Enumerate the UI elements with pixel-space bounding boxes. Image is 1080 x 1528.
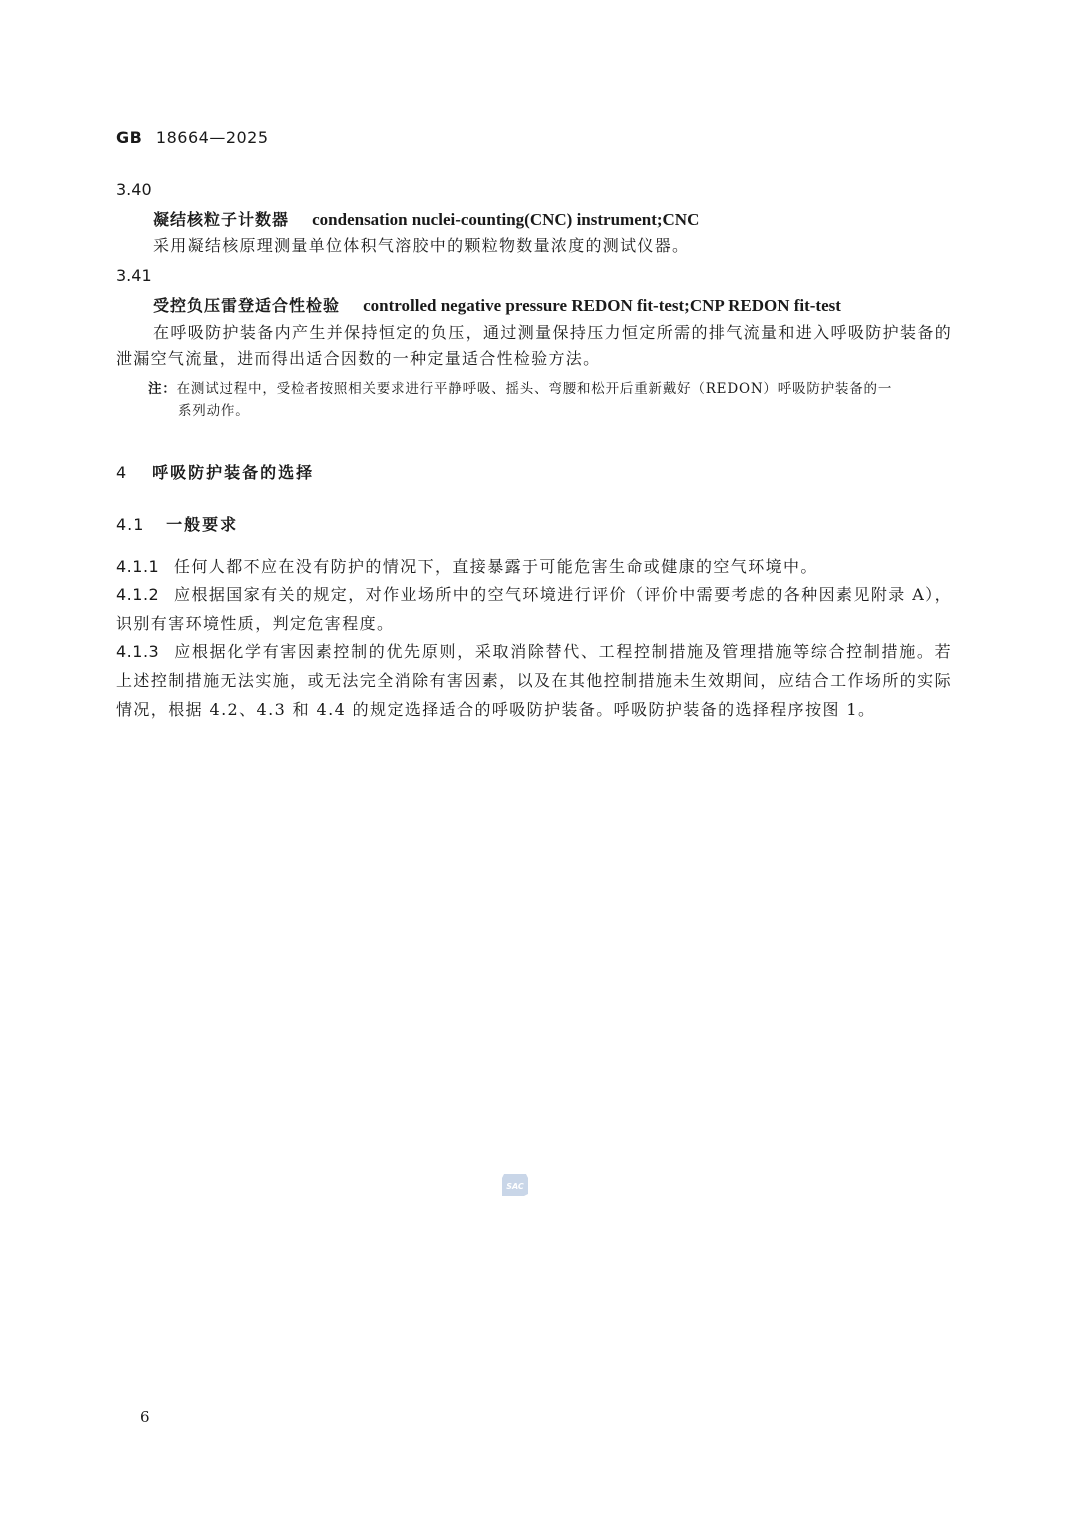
section-number-4: 4 (116, 463, 128, 482)
section-heading-4 (116, 460, 314, 483)
standard-number: 18664—2025 (155, 128, 269, 147)
section-number-4-1: 4.1 (116, 515, 145, 534)
clause-number-3-41: 3.41 (116, 266, 152, 285)
note-3-41 (148, 378, 952, 422)
note-text-continuation: 系列动作。 (178, 403, 250, 419)
sac-watermark-logo (500, 1172, 530, 1198)
clause-text-4-1-1: 任何人都不应在没有防护的情况下，直接暴露于可能危害生命或健康的空气环境中。 (174, 557, 818, 576)
term-3-41 (153, 293, 841, 316)
clause-number-4-1-3: 4.1.3 (116, 642, 160, 661)
clause-number-3-40: 3.40 (116, 180, 152, 199)
clause-text-4-1-2: 应根据国家有关的规定，对作业场所中的空气环境进行评价（评价中需要考虑的各种因素见附录 A），识别有害环境性质，判定危害程度。 (116, 585, 952, 633)
term-en-3-41: controlled negative pressure REDON fit-test;CNP REDON fit-test (363, 296, 841, 315)
section-title-4: 呼吸防护装备的选择 (152, 463, 315, 482)
clause-number-4-1-2: 4.1.2 (116, 585, 160, 604)
term-3-40 (153, 207, 699, 230)
note-label: 注： (148, 381, 177, 397)
definition-3-41: 在呼吸防护装备内产生并保持恒定的负压，通过测量保持压力恒定所需的排气流量和进入呼吸防护装备的泄漏空气流量，进而得出适合因数的一种定量适合性检验方法。 (116, 323, 952, 368)
page-number: 6 (140, 1408, 150, 1426)
definition-3-40: 采用凝结核原理测量单位体积气溶胶中的颗粒物数量浓度的测试仪器。 (153, 236, 690, 255)
watermark-text: SAC (506, 1182, 524, 1191)
section-title-4-1: 一般要求 (166, 515, 239, 534)
clause-4-1-1 (116, 552, 952, 581)
note-text: 在测试过程中，受检者按照相关要求进行平静呼吸、摇头、弯腰和松开后重新戴好（REDON）呼吸防护装备的一 (176, 381, 893, 397)
term-zh-3-40: 凝结核粒子计数器 (153, 210, 290, 229)
section-heading-4-1 (116, 512, 238, 535)
clause-number-4-1-1: 4.1.1 (116, 557, 160, 576)
standard-header (116, 128, 269, 147)
term-en-3-40: condensation nuclei-counting(CNC) instrument;CNC (312, 210, 700, 229)
clause-4-1-3 (116, 637, 952, 724)
term-zh-3-41: 受控负压雷登适合性检验 (153, 296, 341, 315)
clause-4-1-2 (116, 580, 952, 638)
clause-text-4-1-3: 应根据化学有害因素控制的优先原则，采取消除替代、工程控制措施及管理措施等综合控制措施。若上述控制措施无法实施，或无法完全消除有害因素，以及在其他控制措施未生效期间，应结合工作场所的实际情况，根据 4.2、4.3 和 4.4 的规定选择适合的呼吸防护装备。呼吸防护装备的选择程序按图 1。 (116, 642, 952, 719)
standard-prefix: GB (116, 128, 143, 147)
